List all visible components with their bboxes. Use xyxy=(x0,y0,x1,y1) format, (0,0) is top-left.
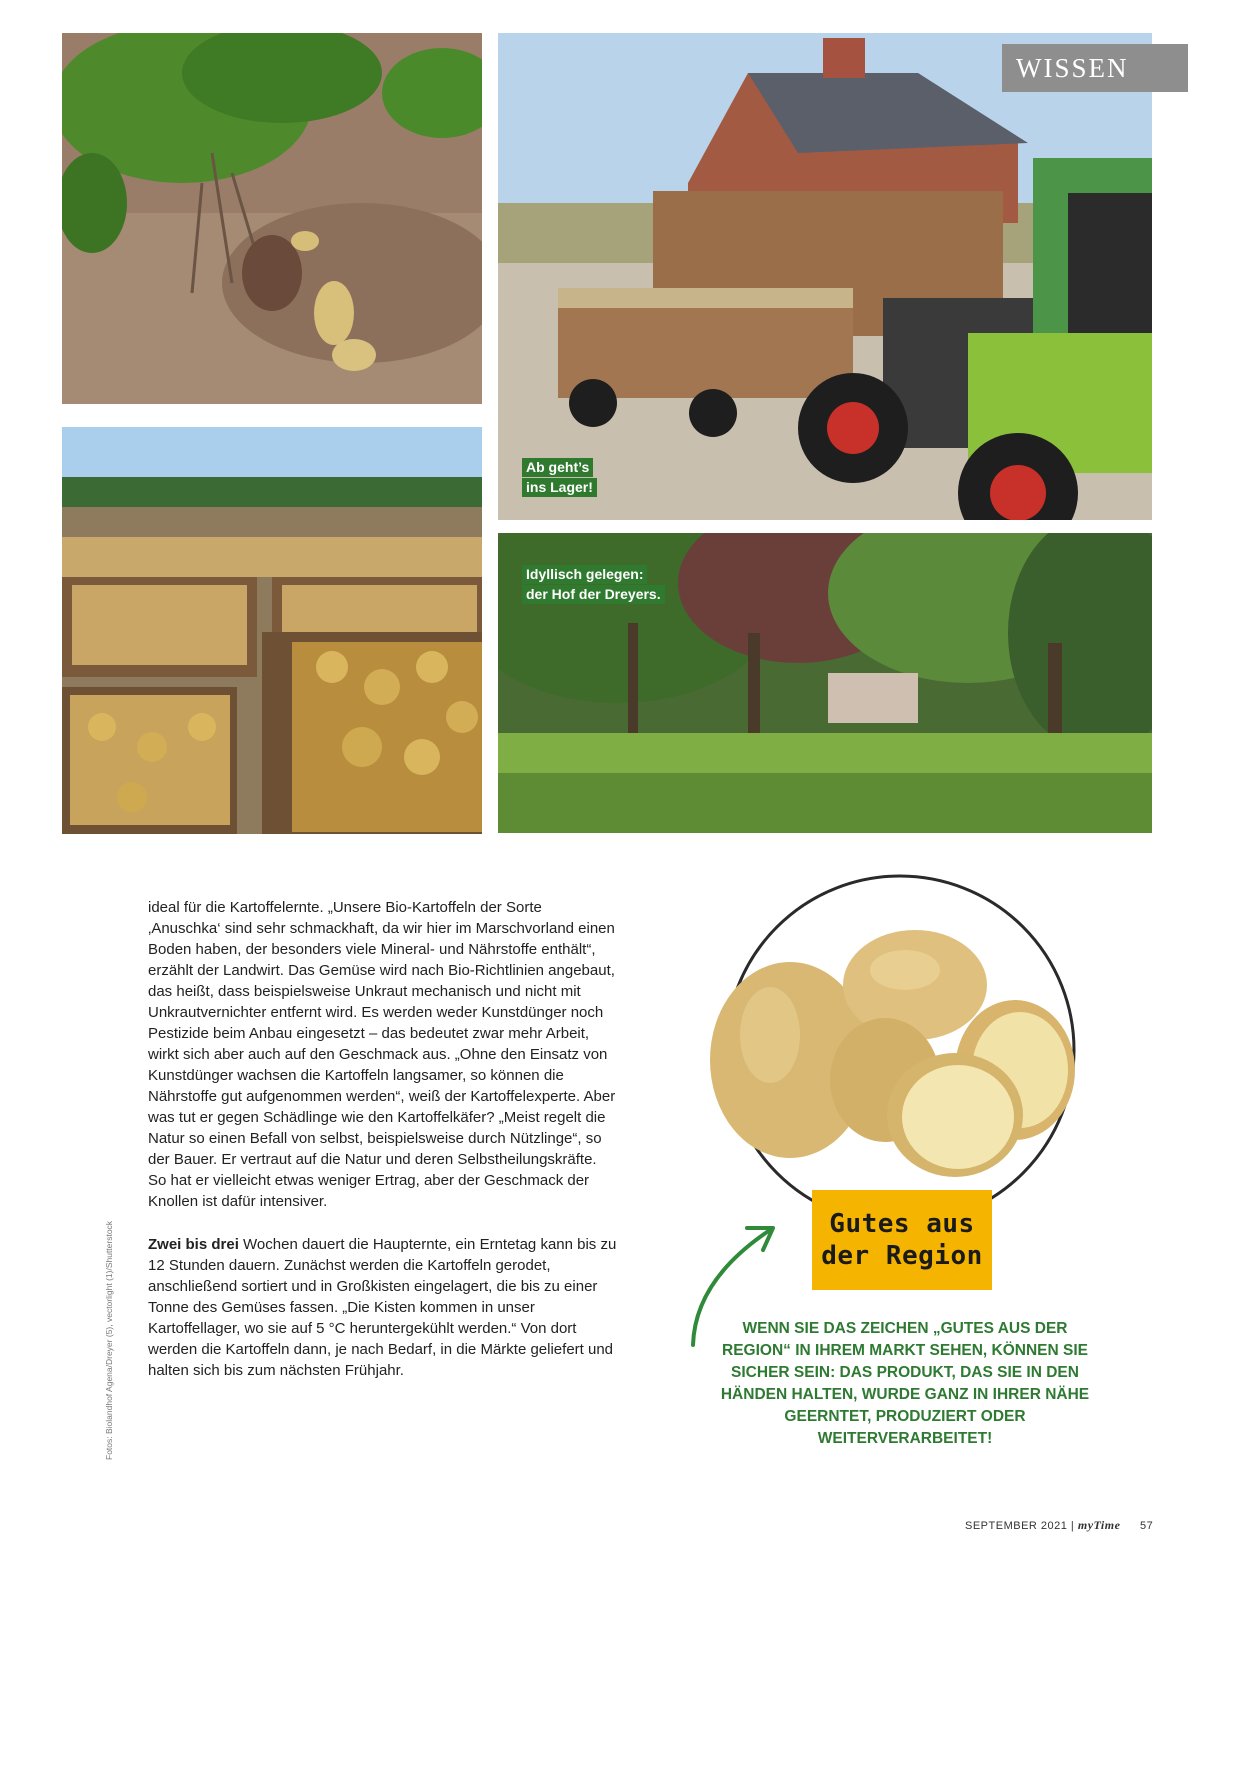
page-number: 57 xyxy=(1139,1520,1154,1532)
article-paragraph-2-lead: Zwei bis drei xyxy=(148,1236,239,1253)
potato-illustration xyxy=(700,870,1100,1230)
article-paragraph-2-text: Wochen dauert die Haupternte, ein Erntetag kann bis zu 12 Stunden dauern. Zunächst werden die Kartoffeln gerodet, anschließend sortiert und in Großkisten eingelagert, die bis zu einer Tonne des Gemüses fassen. „Die Kisten kommen in unser Kartoffellager, wo sie auf 5 °C heruntergekühlt werden.“ Von dort werden die Kartoffeln dann, je nach Bedarf, in die Märkte geliefert und halten sich bis zum nächsten Frühjahr. xyxy=(148,1236,617,1379)
photo-potato-plant xyxy=(62,33,482,404)
region-badge xyxy=(812,1190,992,1290)
promo-text: WENN SIE DAS ZEICHEN „GUTES AUS DER REGION“ IN IHREM MARKT SEHEN, KÖNNEN SIE SICHER SEIN: DAS PRODUKT, DAS SIE IN DEN HÄNDEN HALTEN, WURDE GANZ IN IHRER NÄHE GEERNTET, PRODUZIERT ODER WEITERVERARBEITET! xyxy=(720,1320,1090,1447)
photo-potato-crates xyxy=(62,427,482,834)
section-label: WISSEN xyxy=(1002,44,1188,92)
page-footer xyxy=(965,1518,1153,1533)
photo-credit: Fotos: Biolandhof Agena/Dreyer (5), vectorlight (1)/Shutterstock xyxy=(104,1220,114,1460)
region-badge-line1: Gutes aus xyxy=(829,1209,975,1239)
photo-tractor-storage xyxy=(498,33,1152,520)
article-body xyxy=(148,897,618,1381)
region-badge-line2: der Region xyxy=(821,1241,983,1271)
footer-issue: SEPTEMBER 2021 | xyxy=(965,1520,1075,1532)
caption-tractor-line1: Ab geht’s xyxy=(522,458,593,477)
caption-tractor-line2: ins Lager! xyxy=(522,478,597,497)
caption-farm-line2: der Hof der Dreyers. xyxy=(522,585,665,604)
article-paragraph-2 xyxy=(148,1234,618,1381)
footer-brand: myTime xyxy=(1077,1518,1121,1532)
caption-farm-line1: Idyllisch gelegen: xyxy=(522,565,647,584)
article-paragraph-1: ideal für die Kartoffelernte. „Unsere Bio-Kartoffeln der Sorte ‚Anuschka‘ sind sehr schmackhaft, da wir hier im Marschvorland einen Boden haben, der besonders viele Mineral- und Nährstoffe enthält“, erzählt der Landwirt. Das Gemüse wird nach Bio-Richtlinien angebaut, das heißt, dass beispielsweise Unkraut mechanisch und nicht mit Unkrautvernichter entfernt wird. Es werden weder Kunstdünger noch Pestizide beim Anbau eingesetzt – das bedeutet zwar mehr Arbeit, wirkt sich aber auch auf den Geschmack aus. „Ohne den Einsatz von Kunstdünger wachsen die Kartoffeln langsamer, so können die Nährstoffe gut aufgenommen werden“, weiß der Kartoffelexperte. Aber was tut er gegen Schädlinge wie den Kartoffelkäfer? „Meist regelt die Natur so einen Befall von selbst, beispielsweise durch Nützlinge“, so der Bauer. Er vertraut auf die Natur und deren Selbstheilungskräfte. So hat er vielleicht etwas weniger Ertrag, aber der Geschmack der Knollen ist dafür intensiver. xyxy=(148,899,616,1210)
